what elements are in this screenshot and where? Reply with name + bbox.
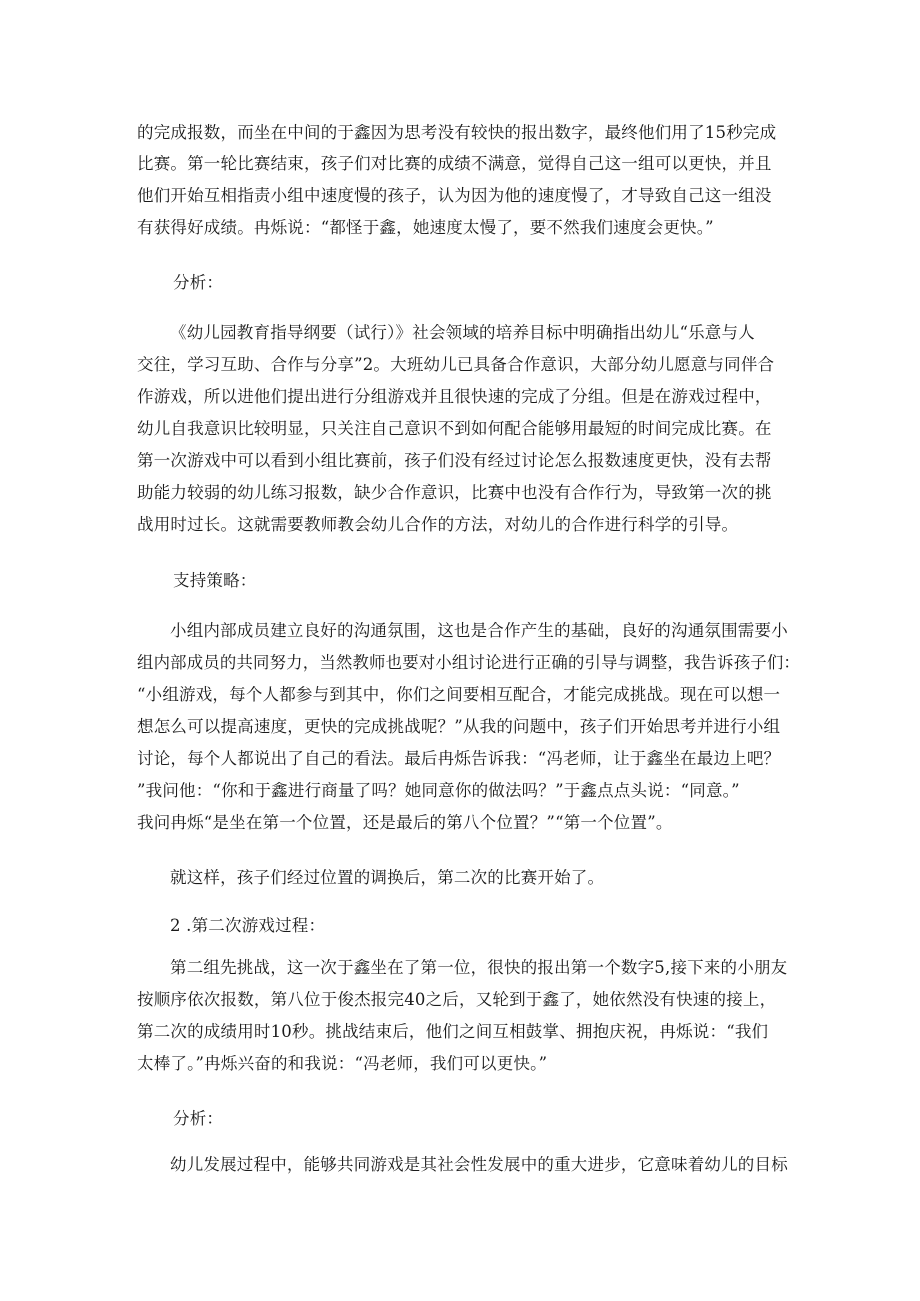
paragraph-5-line-1: 第二组先挑战，这一次于鑫坐在了第一位，很快的报出第一个数字5,接下来的小朋友 [170,958,788,977]
heading-support-strategy: 支持策略： [173,571,257,590]
paragraph-2-line-7: 战用时过长。这就需要教师教会幼儿合作的方法，对幼儿的合作进行科学的引导。 [137,515,739,534]
paragraph-3-line-7: 我问冉烁“是坐在第一个位置，还是最后的第八个位置？”“第一个位置”。 [137,813,673,832]
paragraph-5-line-4: 太棒了。”冉烁兴奋的和我说：“冯老师，我们可以更快。” [137,1054,548,1073]
heading-analysis-1: 分析： [173,273,224,292]
paragraph-2-line-6: 助能力较弱的幼儿练习报数，缺少合作意识，比赛中也没有合作行为，导致第一次的挑 [137,483,772,502]
paragraph-4: 就这样，孩子们经过位置的调换后，第二次的比赛开始了。 [170,868,605,887]
paragraph-1-line-2: 比赛。第一轮比赛结束，孩子们对比赛的成绩不满意，觉得自己这一组可以更快，并且 [137,154,772,173]
heading-second-game: 2 .第二次游戏过程： [170,916,326,935]
paragraph-2-line-5: 第一次游戏中可以看到小组比赛前，孩子们没有经过讨论怎么报数速度更快，没有去帮 [137,451,772,470]
paragraph-3-line-1: 小组内部成员建立良好的沟通氛围，这也是合作产生的基础，良好的沟通氛围需要小 [170,621,788,640]
paragraph-2-line-1: 《幼儿园教育指导纲要（试行）》社会领域的培养目标中明确指出幼儿“乐意与人 [170,323,755,342]
paragraph-1-line-1: 的完成报数，而坐在中间的于鑫因为思考没有较快的报出数字，最终他们用了15秒完成 [137,123,777,142]
paragraph-1-line-4: 有获得好成绩。冉烁说：“都怪于鑫，她速度太慢了，要不然我们速度会更快。” [137,218,714,237]
paragraph-3-line-3: “小组游戏，每个人都参与到其中，你们之间要相互配合，才能完成挑战。现在可以想一 [137,685,781,704]
paragraph-3-line-2: 组内部成员的共同努力，当然教师也要对小组讨论进行正确的引导与调整，我告诉孩子们： [137,653,800,672]
paragraph-3-line-5: 讨论，每个人都说出了自己的看法。最后冉烁告诉我：“冯老师，让于鑫坐在最边上吧？ [137,749,781,768]
heading-analysis-2: 分析： [173,1109,224,1128]
paragraph-5-line-3: 第二次的成绩用时10秒。挑战结束后，他们之间互相鼓掌、拥抱庆祝，冉烁说：“我们 [137,1022,769,1041]
paragraph-2-line-3: 作游戏，所以进他们提出进行分组游戏并且很快速的完成了分组。但是在游戏过程中， [137,387,772,406]
paragraph-5-line-2: 按顺序依次报数，第八位于俊杰报完40之后，又轮到于鑫了，她依然没有快速的接上， [137,990,777,1009]
paragraph-2-line-4: 幼儿自我意识比较明显，只关注自己意识不到如何配合能够用最短的时间完成比赛。在 [137,419,772,438]
paragraph-3-line-4: 想怎么可以提高速度，更快的完成挑战呢？”从我的问题中，孩子们开始思考并进行小组 [137,717,781,736]
paragraph-2-line-2: 交往，学习互助、合作与分享”2。大班幼儿已具备合作意识，大部分幼儿愿意与同伴合 [137,355,775,374]
paragraph-3-line-6: ”我问他：“你和于鑫进行商量了吗？她同意你的做法吗？”于鑫点点头说：“同意。” [137,781,740,800]
paragraph-6-line-1: 幼儿发展过程中，能够共同游戏是其社会性发展中的重大进步，它意味着幼儿的目标 [170,1155,788,1174]
paragraph-1-line-3: 他们开始互相指责小组中速度慢的孩子，认为因为他的速度慢了，才导致自己这一组没 [137,186,772,205]
